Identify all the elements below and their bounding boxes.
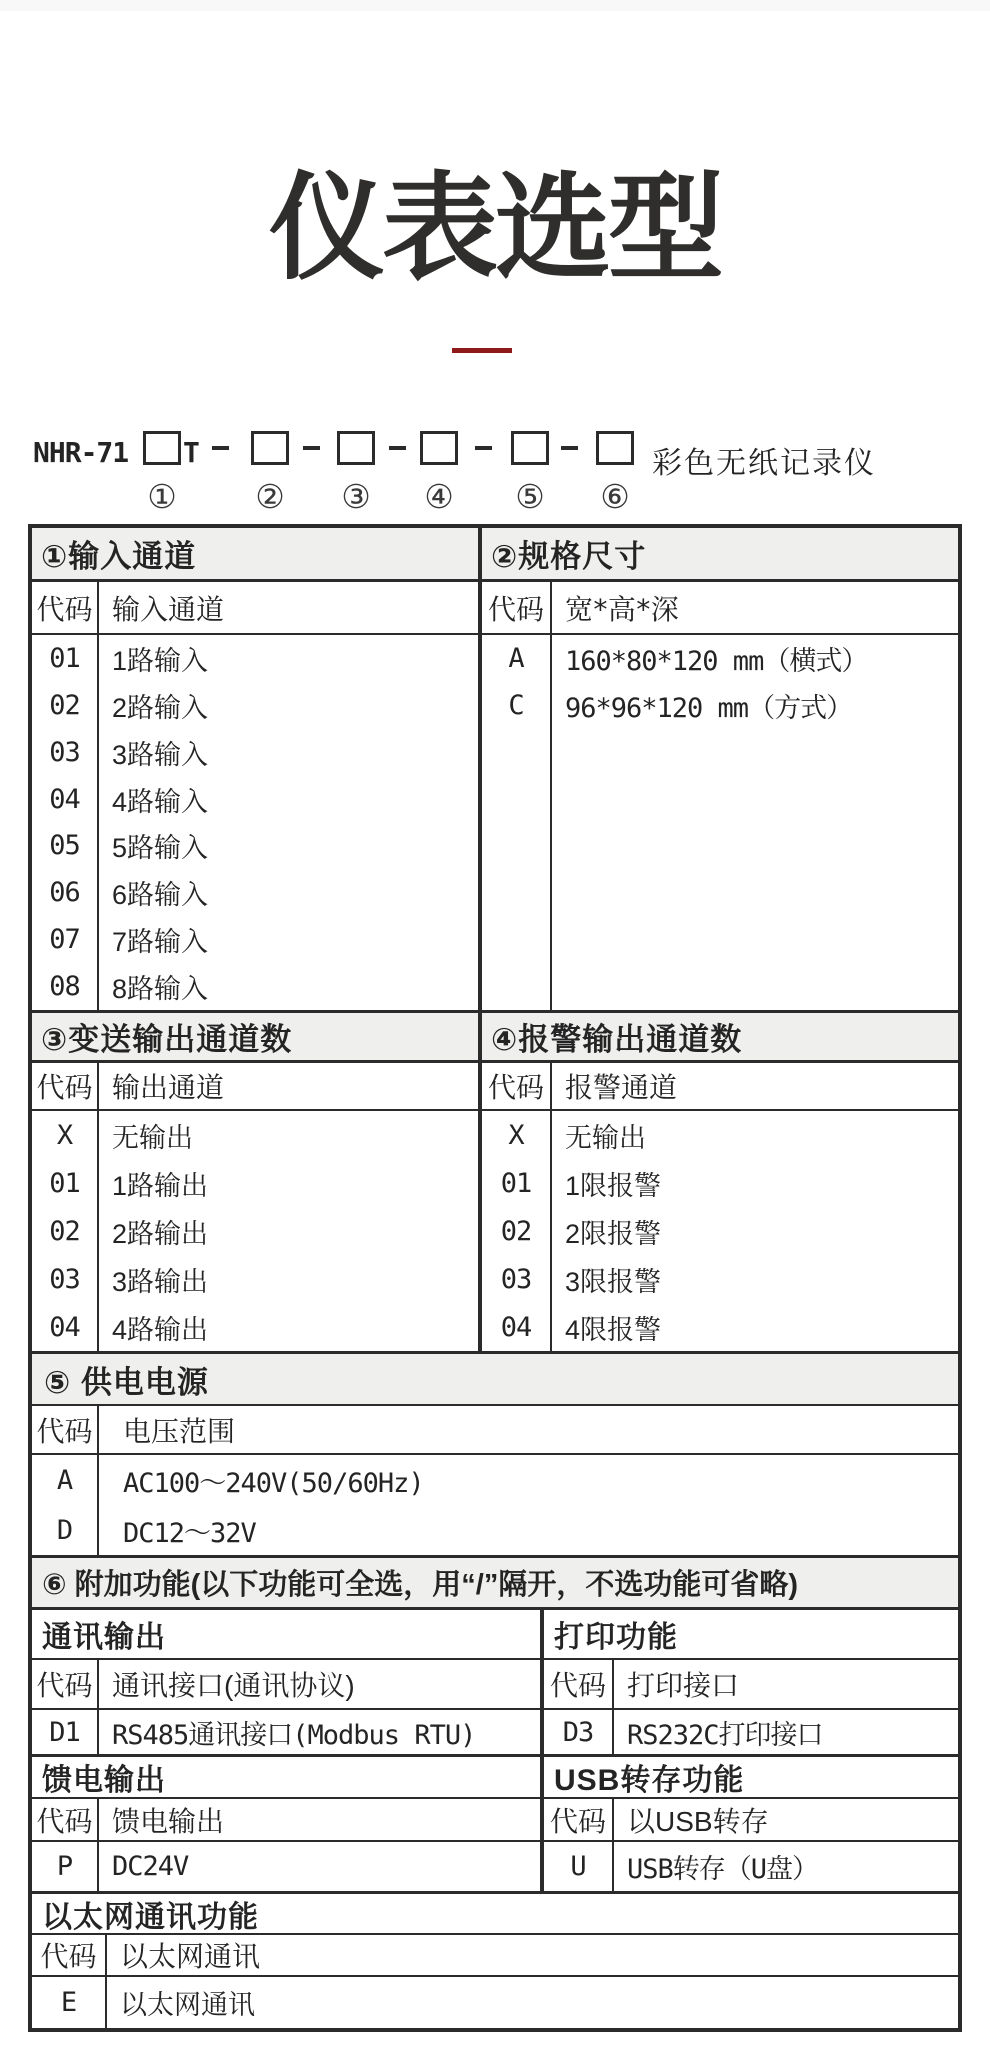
marker-circled-5: ⑤ (515, 477, 545, 516)
section3-col-code: 代码 (32, 1063, 99, 1109)
section6-subtable-header-row-2 (32, 1757, 958, 1799)
row-code: 03 (49, 736, 80, 768)
row-code: 02 (49, 689, 80, 721)
option-box-5 (511, 431, 549, 465)
section1-col-code: 代码 (32, 582, 99, 633)
section1-code-column (32, 635, 99, 1010)
ethernet-title: 以太网通讯功能 (32, 1894, 958, 1935)
row-code: 01 (500, 1167, 532, 1199)
row-label: RS485通讯接口(Modbus RTU) (112, 1719, 476, 1751)
row-code: 03 (500, 1263, 532, 1295)
marker-circled-2: ② (255, 477, 285, 516)
row-code: 03 (49, 1263, 80, 1295)
row-label: 2限报警 (565, 1218, 662, 1249)
comm-output-col-code: 代码 (32, 1660, 99, 1708)
section-3-4-header-row (32, 1013, 958, 1063)
section5-value-column (99, 1455, 958, 1555)
row-code: 06 (49, 877, 80, 909)
section2-col-code: 代码 (482, 582, 552, 633)
section1-col-value: 输入通道 (112, 593, 225, 625)
row-code: A (56, 1464, 73, 1496)
row-label: 160*80*120 mm（横式） (565, 645, 868, 677)
model-code-prefix: NHR-71 (33, 436, 129, 469)
dash-separator (475, 446, 492, 450)
row-code: 04 (49, 783, 80, 815)
section1-value-column (99, 635, 478, 1010)
section5-colheader-row (32, 1406, 958, 1455)
row-code: 01 (49, 642, 80, 674)
row-label: 2路输入 (112, 692, 209, 723)
row-label: USB转存（U盘） (627, 1854, 819, 1885)
section6-title: ⑥ 附加功能(以下功能可全选，用“/”隔开，不选功能可省略) (32, 1558, 958, 1610)
row-label: 以太网通讯 (120, 1990, 255, 2020)
row-label: 6路输入 (112, 880, 209, 911)
section-1-2-body (32, 635, 958, 1013)
row-code: 08 (49, 970, 80, 1002)
print-function-title: 打印功能 (554, 1621, 678, 1654)
row-label: 8路输入 (112, 973, 209, 1004)
row-label: 3路输出 (112, 1266, 209, 1297)
section3-col-value: 输出通道 (112, 1072, 225, 1103)
option-box-4 (420, 431, 458, 465)
row-label: 4路输出 (112, 1314, 209, 1345)
section6-colheader-row-1 (32, 1660, 958, 1710)
top-strip (0, 0, 990, 11)
row-label: 1限报警 (565, 1170, 662, 1201)
row-label: DC12～32V (123, 1517, 256, 1549)
section2-col-value: 宽*高*深 (565, 592, 678, 626)
option-box-3 (337, 431, 375, 465)
marker-circled-6: ⑥ (600, 477, 630, 516)
model-code-suffix-t: T (183, 436, 200, 469)
row-code: X (508, 1119, 524, 1151)
product-name: 彩色无纸记录仪 (652, 447, 876, 480)
section-1-2-colheader-row (32, 582, 958, 635)
section6-body-row-1 (32, 1710, 958, 1757)
ethernet-col-value: 以太网通讯 (120, 1941, 261, 1972)
option-box-1 (143, 431, 181, 465)
row-label: 无输出 (112, 1122, 193, 1153)
row-code: 02 (500, 1215, 532, 1247)
section-3-4-colheader-row (32, 1063, 958, 1111)
row-code: P (32, 1842, 99, 1891)
option-box-2 (251, 431, 289, 465)
row-label: 1路输入 (112, 645, 209, 676)
row-code: 04 (49, 1311, 80, 1343)
section2-code-column (482, 635, 552, 1010)
row-label: 无输出 (565, 1122, 646, 1153)
comm-output-title: 通讯输出 (32, 1610, 544, 1658)
section4-col-value: 报警通道 (565, 1072, 678, 1103)
accent-divider (452, 348, 512, 353)
row-label: RS232C打印接口 (627, 1719, 823, 1751)
section5-title: ⑤ 供电电源 (32, 1354, 958, 1406)
section1-title: ①输入通道 (32, 528, 482, 579)
row-code: 07 (49, 924, 80, 956)
section4-col-code: 代码 (482, 1063, 552, 1109)
section3-title: ③变送输出通道数 (32, 1013, 482, 1060)
feed-output-col-code: 代码 (32, 1799, 99, 1840)
row-code: 02 (49, 1215, 80, 1247)
row-code: E (32, 1977, 107, 2028)
row-label: 1路输出 (112, 1170, 209, 1201)
section4-code-column (482, 1111, 552, 1351)
print-function-col-code: 代码 (544, 1660, 614, 1708)
section5-col-value: 电压范围 (123, 1415, 236, 1447)
section6-subtable-header-row-1 (32, 1610, 958, 1660)
row-code: A (508, 642, 524, 674)
row-label: AC100～240V(50/60Hz) (123, 1467, 424, 1499)
section5-body (32, 1455, 958, 1558)
comm-output-col-value: 通讯接口(通讯协议) (112, 1670, 355, 1701)
row-code: 05 (49, 830, 80, 862)
page-title: 仪表选型 (269, 163, 721, 293)
row-code: D1 (32, 1710, 99, 1754)
section3-value-column (99, 1111, 478, 1351)
section4-value-column (552, 1111, 958, 1351)
section5-code-column (32, 1455, 99, 1555)
row-code: 01 (49, 1167, 80, 1199)
row-label: 3限报警 (565, 1266, 662, 1297)
row-label: DC24V (112, 1851, 189, 1882)
row-code: D3 (544, 1710, 614, 1754)
row-label: 96*96*120 mm（方式） (565, 692, 853, 724)
row-code: U (544, 1842, 614, 1891)
marker-circled-1: ① (147, 477, 177, 516)
row-label: 4限报警 (565, 1314, 662, 1345)
section6-body-row-2 (32, 1842, 958, 1894)
section3-code-column (32, 1111, 99, 1351)
marker-circled-4: ④ (424, 477, 454, 516)
section4-title: ④报警输出通道数 (482, 1013, 958, 1060)
feed-output-col-value: 馈电输出 (112, 1805, 225, 1837)
ethernet-body-row (32, 1977, 958, 2028)
section6-colheader-row-2 (32, 1799, 958, 1842)
usb-transfer-title: USB转存功能 (554, 1764, 745, 1797)
row-code: D (56, 1514, 73, 1546)
row-code: X (56, 1119, 73, 1151)
dash-separator (561, 446, 578, 450)
feed-output-title: 馈电输出 (32, 1757, 544, 1797)
marker-circled-3: ③ (341, 477, 371, 516)
ethernet-col-code: 代码 (32, 1935, 107, 1975)
row-code: 04 (500, 1311, 532, 1343)
section-1-2-header-row (32, 528, 958, 582)
option-box-6 (596, 431, 634, 465)
row-label: 2路输出 (112, 1218, 209, 1249)
dash-separator (212, 446, 229, 450)
section-3-4-body (32, 1111, 958, 1354)
row-label: 5路输入 (112, 833, 209, 864)
usb-transfer-col-code: 代码 (544, 1799, 614, 1840)
ethernet-colheader-row (32, 1935, 958, 1977)
dash-separator (303, 446, 320, 450)
row-label: 7路输入 (112, 927, 209, 958)
selection-table (28, 524, 962, 2032)
print-function-col-value: 打印接口 (627, 1670, 740, 1701)
section2-value-column (552, 635, 958, 1010)
usb-transfer-col-value: 以USB转存 (627, 1805, 769, 1837)
section5-col-code: 代码 (32, 1406, 99, 1453)
row-label: 3路输入 (112, 739, 209, 770)
row-code: C (508, 689, 524, 721)
dash-separator (389, 446, 406, 450)
section2-title: ②规格尺寸 (482, 528, 958, 579)
row-label: 4路输入 (112, 786, 209, 817)
